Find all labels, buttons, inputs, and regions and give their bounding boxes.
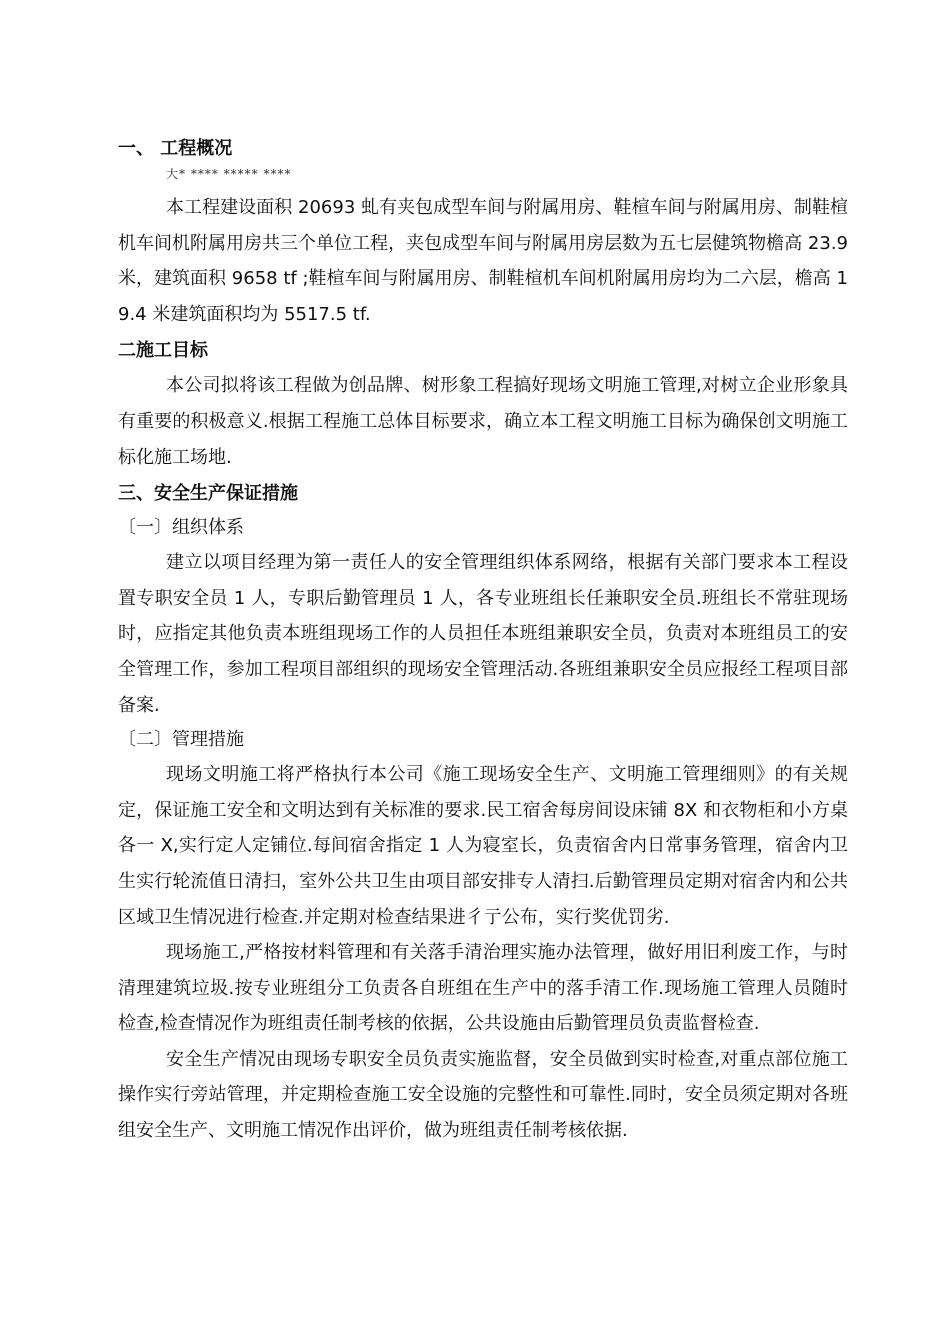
- section-heading-project-overview: 一、 工程概况: [118, 138, 233, 159]
- paragraph-management-1: 现场文明施工将严格执行本公司《施工现场安全生产、文明施工管理细则》的有关规定，保证施工安全和文明达到有关标准的要求.民工宿舍每房间设床铺 8X 和衣物柜和小方桌各一 X,实行定人定铺位.每间宿舍指定 1 人为寝室长，负责宿舍内日常事务管理，宿舍内卫生实行轮流值日清扫，室外公共卫生由项目部安排专人清扫.后勤管理员定期对宿舍内和公共区域卫生情况进行检查.并定期对检查结果进彳亍公布，实行奖优罚劣.: [118, 764, 848, 928]
- paragraph-management-3: 安全生产情况由现场专职安全员负责实施监督，安全员做到实时检查,对重点部位施工操作实行旁站管理，并定期检查施工安全设施的完整性和可靠性.同时，安全员须定期对各班组安全生产、文明施工情况作出评价，做为班组责任制考核依据.: [118, 1048, 848, 1142]
- obscured-subline: 大* **** ***** ****: [166, 167, 292, 181]
- section-heading-construction-goal: 二施工目标: [118, 340, 208, 362]
- subsection-heading-management: 〔二〕管理措施: [118, 729, 244, 751]
- document-body: [118, 128, 848, 1149]
- subsection-heading-organization: 〔一〕组织体系: [118, 517, 244, 539]
- section-heading-safety-measures: 三、安全生产保证措施: [118, 483, 298, 505]
- paragraph-management-2: 现场施工,严格按材料管理和有关落手清治理实施办法管理，做好用旧利废工作，与时清理建筑垃圾.按专业班组分工负责各自班组在生产中的落手清工作.现场施工管理人员随时检查,检查情况作为班组责任制考核的依据，公共设施由后勤管理员负责监督检查.: [118, 942, 848, 1035]
- paragraph-project-overview: 本工程建设面积 20693 虬有夹包成型车间与附属用房、鞋楦车间与附属用房、制鞋楦机车间机附属用房共三个单位工程，夹包成型车间与附属用房层数为五七层健筑物檐高 23.9 米，建筑面积 9658 tf ;鞋楦车间与附属用房、制鞋楦机车间机附属用房均为二六层，檐高 19.4 米建筑面积均为 5517.5 tf.: [118, 197, 848, 325]
- paragraph-organization: 建立以项目经理为第一责任人的安全管理组织体系网络，根据有关部门要求本工程设置专职安全员 1 人，专职后勤管理员 1 人，各专业班组长任兼职安全员.班组长不常驻现场时，应指定其他负责本班组现场工作的人员担任本班组兼职安全员，负责对本班组员工的安全管理工作，参加工程项目部组织的现场安全管理活动.各班组兼职安全员应报经工程项目部备案.: [118, 552, 848, 716]
- paragraph-construction-goal: 本公司拟将该工程做为创品牌、树形象工程搞好现场文明施工管理,对树立企业形象具有重要的积极意义.根据工程施工总体目标要求，确立本工程文明施工目标为确保创文明施工标化施工场地.: [118, 375, 848, 468]
